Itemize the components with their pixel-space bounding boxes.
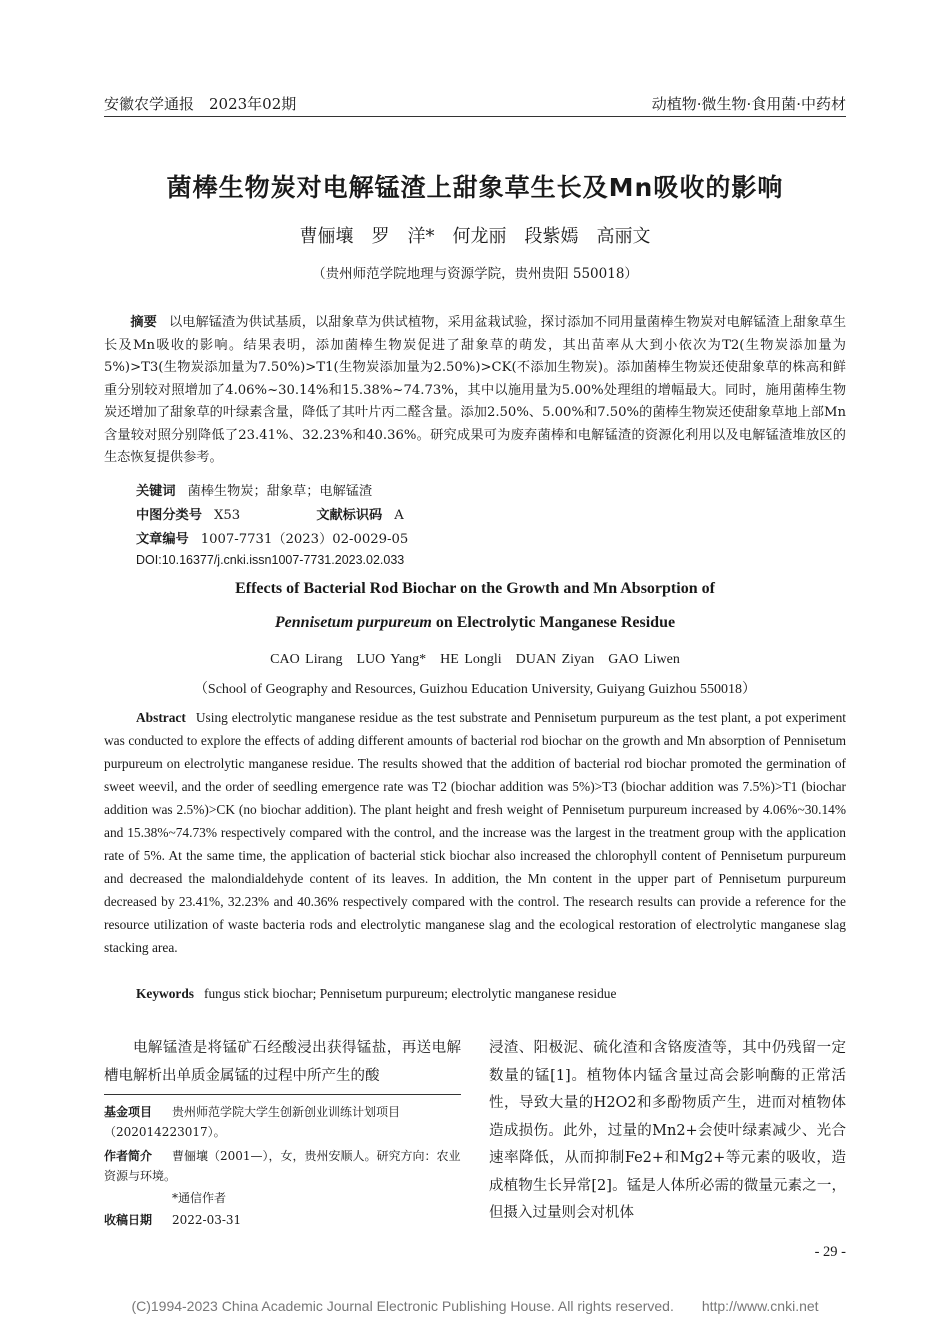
classification bbox=[136, 504, 404, 523]
footnote-fund bbox=[104, 1102, 461, 1142]
english-affiliation: （School of Geography and Resources, Guizhou Education University, Guiyang Guizhou 550018） bbox=[193, 682, 757, 697]
footnote-author bbox=[104, 1146, 461, 1186]
doc-code-label: 文献标识码 bbox=[316, 508, 383, 523]
english-author-list: CAO Lirang LUO Yang* HE Longli DUAN Ziyan GAO Liwen bbox=[270, 652, 680, 667]
english-title-rest: on Electrolytic Manganese Residue bbox=[431, 614, 676, 631]
abstract-en bbox=[104, 706, 846, 959]
received-label: 收稿日期 bbox=[104, 1213, 153, 1227]
abstract-cn-label: 摘要 bbox=[130, 315, 157, 330]
received-date: 2022-03-31 bbox=[172, 1213, 242, 1227]
clc-value: X53 bbox=[213, 508, 241, 523]
abstract-cn-text: 以电解锰渣为供试基质，以甜象草为供试植物，采用盆栽试验，探讨添加不同用量菌棒生物炭对电解锰渣上甜象草生长及Mn吸收的影响。结果表明，添加菌棒生物炭促进了甜象草的萌发，其出苗率从大到小依次为T2(生物炭添加量为5%)>T3(生物炭添加量为7.50%)>T1(生物炭添加量为2.50%)>CK(不添加生物炭)。添加菌棒生物炭还使甜象草的株高和鲜重分别较对照增加了4.06%~30.14%和15.38%~74.73%，其中以施用量为5.00%处理组的增幅最大。同时，施用菌棒生物炭还增加了甜象草的叶绿素含量，降低了其叶片丙二醛含量。添加2.50%、5.00%和7.50%的菌棒生物炭还使甜象草地上部Mn含量较对照分别降低了23.41%、32.23%和40.36%。研究成果可为废弃菌棒和电解锰渣的资源化利用以及电解锰渣堆放区的生态恢复提供参考。 bbox=[104, 315, 847, 465]
doc-code-value: A bbox=[394, 508, 404, 523]
abstract-en-text: Using electrolytic manganese residue as the test substrate and Pennisetum purpureum as the test plant, a pot experiment was conducted to explore the effects of adding different amounts of bacterial rod biochar on the growth and Mn absorption of Pennisetum purpureum on electrolytic manganese residue. The results showed that the addition of bacterial rod biochar promoted the germination of sweet weevil, and the order of seedling emergence rate was T2 (biochar addition was 5%)>T3 (biochar addition was 7.5%)>T1 (biochar addition was 2.5%)>CK (no biochar addition). The plant height and fresh weight of Pennisetum purpureum increased by 4.06%~30.14% and 15.38%~74.73% respectively compared with the control, and the increase was the largest in the treatment group with the application rate of 5%. At the same time, the application of bacterial stick biochar also increased the chlorophyll content of Pennisetum purpureum and decreased the malondialdehyde content of its leaves. In addition, the Mn content in the upper part of Pennisetum purpureum decreased by 23.41%, 32.23% and 40.36% respectively compared with the control. The research results can provide a reference for the resource utilization of waste bacteria rods and electrolytic manganese slag and the ecological restoration of electrolytic manganese slag stacking area. bbox=[104, 710, 846, 955]
abstract-cn bbox=[104, 312, 846, 470]
author-info-text: 曹俪壤（2001—），女，贵州安顺人。研究方向：农业资源与环境。 bbox=[104, 1149, 461, 1183]
copyright-line: (C)1994-2023 China Academic Journal Electronic Publishing House. All rights reserved. http://www.cnki.net bbox=[131, 1298, 819, 1314]
keywords-en-label: Keywords bbox=[136, 986, 195, 1001]
page-number: - 29 - bbox=[814, 1244, 846, 1260]
english-title-line2 bbox=[0, 614, 950, 632]
article-no-value: 1007-7731（2023）02-0029-05 bbox=[200, 532, 409, 547]
footnote-rule bbox=[104, 1094, 461, 1095]
affiliation: （贵州师范学院地理与资源学院，贵州贵阳 550018） bbox=[312, 266, 638, 282]
author-info-label: 作者简介 bbox=[104, 1149, 153, 1163]
article-no-label: 文章编号 bbox=[136, 532, 189, 547]
corresponding-author-note: *通信作者 bbox=[172, 1191, 227, 1205]
journal-name: 安徽农学通报 2023年02期 bbox=[104, 95, 297, 113]
keywords-cn bbox=[136, 480, 372, 499]
keywords-cn-text: 菌棒生物炭；甜象草；电解锰渣 bbox=[187, 484, 373, 499]
paper-title: 菌棒生物炭对电解锰渣上甜象草生长及Mn吸收的影响 bbox=[166, 173, 784, 202]
body-text-left: 电解锰渣是将锰矿石经酸浸出获得锰盐，再送电解槽电解析出单质金属锰的过程中所产生的酸 bbox=[104, 1040, 461, 1084]
footnote-received bbox=[104, 1210, 461, 1230]
keywords-en bbox=[104, 982, 846, 1005]
fund-text: 贵州师范学院大学生创新创业训练计划项目（202014223017）。 bbox=[104, 1105, 401, 1139]
section-name: 动植物·微生物·食用菌·中药材 bbox=[651, 95, 846, 113]
keywords-en-text: fungus stick biochar; Pennisetum purpureum; electrolytic manganese residue bbox=[204, 986, 617, 1001]
keywords-cn-label: 关键词 bbox=[136, 484, 176, 499]
article-number bbox=[136, 528, 408, 547]
doi: DOI:10.16377/j.cnki.issn1007-7731.2023.02.033 bbox=[136, 553, 405, 567]
body-text-right: 浸渣、阳极泥、硫化渣和含铬废渣等，其中仍残留一定数量的锰[1]。植物体内锰含量过高会影响酶的正常活性，导致大量的H2O2和多酚物质产生，进而对植物体造成损伤。此外，过量的Mn2+会使叶绿素减少、光合速率降低，从而抑制Fe2+和Mg2+等元素的吸收，造成植物生长异常[2]。锰是人体所必需的微量元素之一，但摄入过量则会对机体 bbox=[489, 1040, 846, 1221]
english-title-species: Pennisetum purpureum bbox=[274, 614, 432, 631]
fund-label: 基金项目 bbox=[104, 1105, 153, 1119]
author-list: 曹俪壤 罗 洋* 何龙丽 段紫嫣 高丽文 bbox=[299, 226, 651, 247]
english-title-line1: Effects of Bacterial Rod Biochar on the Growth and Mn Absorption of bbox=[235, 580, 715, 597]
clc-label: 中图分类号 bbox=[136, 508, 202, 523]
header-rule bbox=[104, 116, 846, 117]
abstract-en-label: Abstract bbox=[136, 710, 186, 725]
